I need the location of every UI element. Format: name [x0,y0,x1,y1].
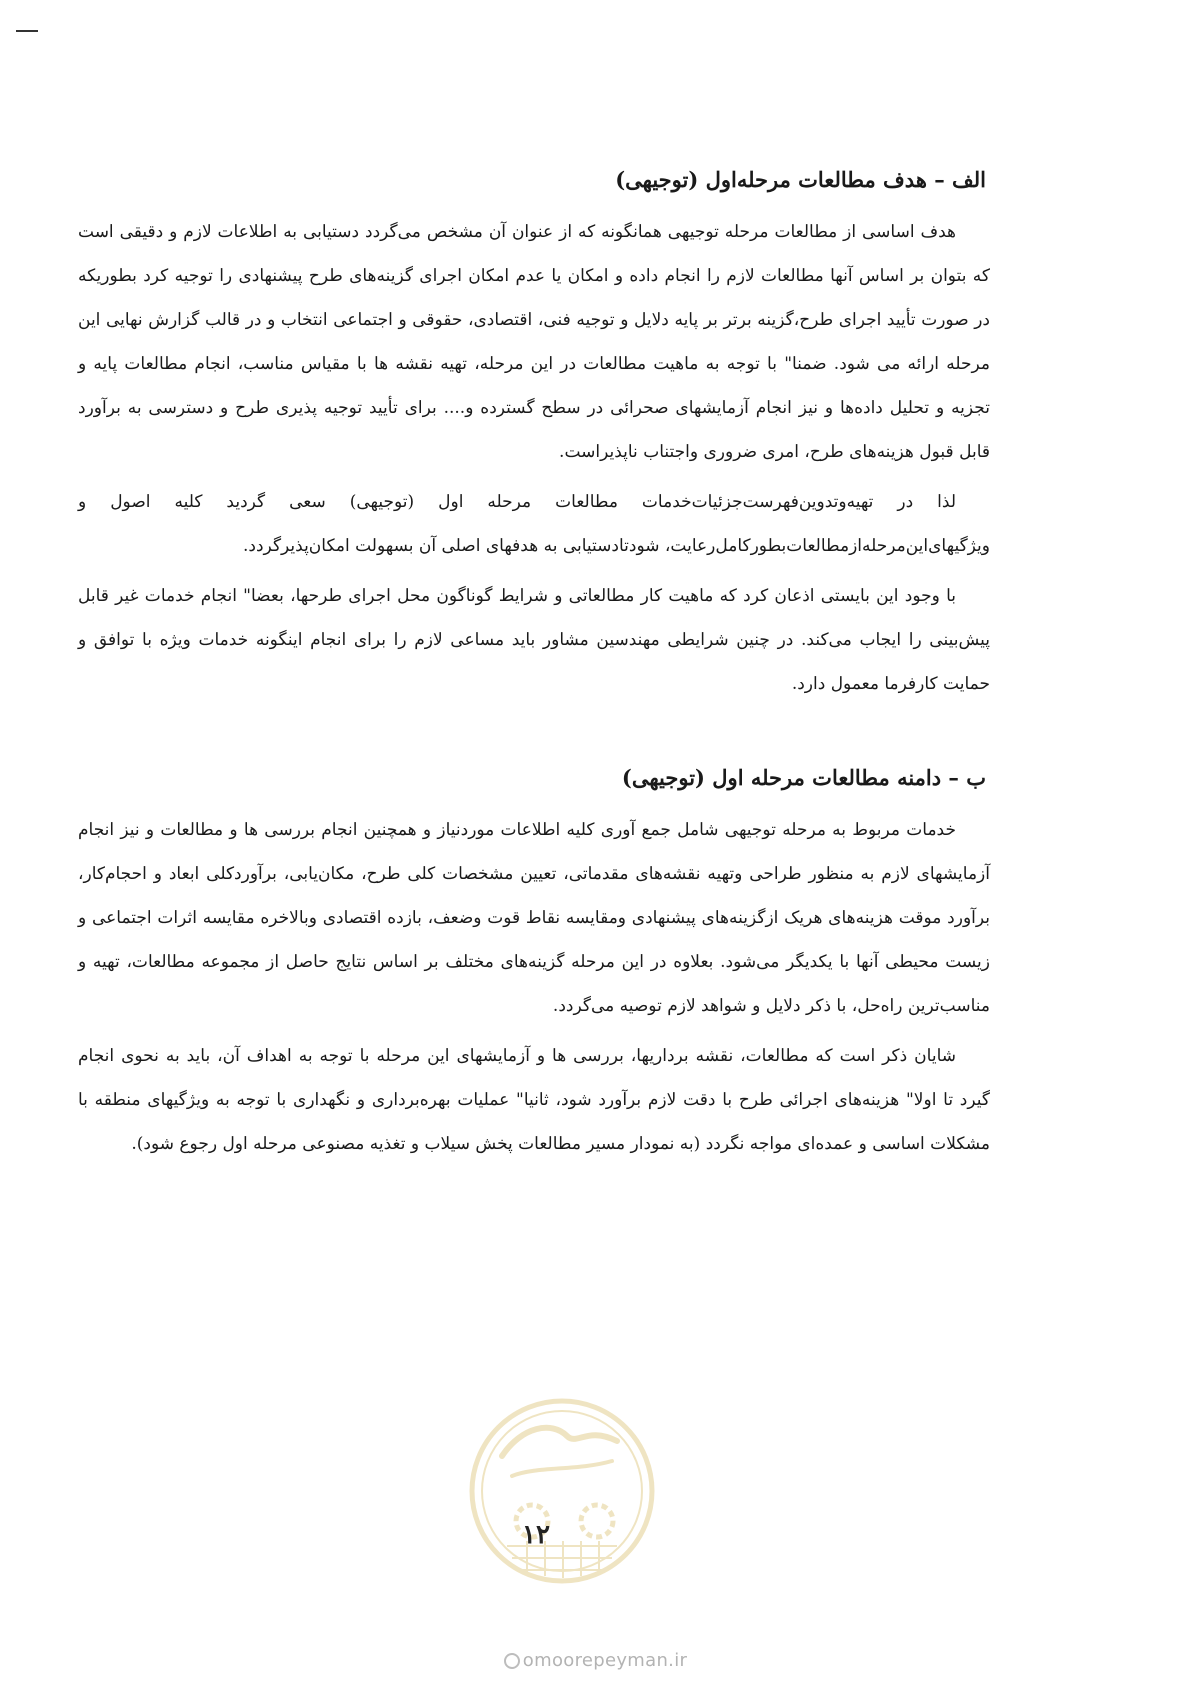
scan-corner-mark [16,30,38,32]
paragraph: خدمات مربوط به مرحله توجیهی شامل جمع آوری کلیه اطلاعات موردنیاز و همچنین انجام بررسی ها و مطالعات و نیز انجام آزمایشهای لازم به منظور طراحی وتهیه نقشه‌های مقدماتی، تعیین مشخصات کلی طرح، مکان‌یابی، برآوردکلی ابعاد و احجام‌کار، برآورد موقت هزینه‌های هریک ازگزینه‌های پیشنهادی ومقایسه نقاط قوت وضعف، بازده اقتصادی وبالاخره مقایسه اثرات اجتماعی و زیست محیطی آنها با یکدیگر می‌شود. بعلاوه در این مرحله گزینه‌های مختلف بر اساس نتایج حاصل از مجموعه مطالعات، تهیه و مناسب‌ترین راه‌حل، با ذکر دلایل و شواهد لازم توصیه می‌گردد. [78,820,990,1016]
site-watermark-text: omoorepeyman.ir [522,1650,688,1671]
omoore-peyman-seal-watermark [467,1396,657,1586]
paragraph: شایان ذکر است که مطالعات، نقشه برداریها، بررسی ها و آزمایشهای این مرحله با توجه به اهداف آن، باید به نحوی انجام گیرد تا اولا" هزینه‌های اجرائی طرح با دقت لازم برآورد شود، ثانیا" عملیات بهره‌برداری و نگهداری با توجه به ویژگیهای منطقه با مشکلات اساسی و عمده‌ای مواجه نگردد (به نمودار مسیر مطالعات پخش سیلاب و تغذیه مصنوعی مرحله اول رجوع شود). [78,1046,990,1154]
at-sign-icon [504,1653,520,1669]
section-heading-alef: الف – هدف مطالعات مرحله‌اول (توجیهی) [615,167,986,192]
paragraph: با وجود این بایستی اذعان کرد که ماهیت کار مطالعاتی و شرایط گوناگون محل اجرای طرحها، بعضا" انجام خدمات غیر قابل پیش‌بینی را ایجاب می‌کند. در چنین شرایطی مهندسین مشاور باید مساعی لازم را برای انجام اینگونه خدمات ویژه با توافق و حمایت کارفرما معمول دارد. [78,586,990,694]
site-watermark [0,1650,1191,1671]
paragraph: لذا در تهیه‌وتدوین‌فهرست‌جزئیات‌خدمات مطالعات مرحله اول (توجیهی) سعی گردید کلیه اصول و ویژگیهای‌این‌مرحله‌ازمطالعات‌بطورکامل‌رعایت، شودتادستیابی به هدفهای اصلی آن بسهولت امکان‌پذیرگردد. [78,492,990,556]
paragraph: هدف اساسی از مطالعات مرحله توجیهی همانگونه که از عنوان آن مشخص می‌گردد دستیابی به اطلاعات لازم و دقیقی است که بتوان بر اساس آنها مطالعات لازم را انجام داده و امکان یا عدم امکان اجرای گزینه‌های طرح پیشنهادی را توجیه کرد بطوریکه در صورت تأیید اجرای طرح،گزینه برتر بر پایه دلایل و توجیه فنی، اقتصادی، حقوقی و اجتماعی انتخاب و در قالب گزارش نهایی این مرحله ارائه می شود. ضمنا" با توجه به ماهیت مطالعات در این مرحله، تهیه نقشه ها با مقیاس مناسب، انجام مطالعات پایه و تجزیه و تحلیل داده‌ها و نیز انجام آزمایشهای صحرائی در سطح گسترده و.... برای تأیید توجیه پذیری طرح و دسترسی به برآورد قابل قبول هزینه‌های طرح، امری ضروری واجتناب ناپذیراست. [78,222,990,462]
section-heading-be: ب – دامنه مطالعات مرحله اول (توجیهی) [621,765,986,790]
page-number: ۱۲ [522,1520,550,1550]
document-body [78,158,990,1172]
